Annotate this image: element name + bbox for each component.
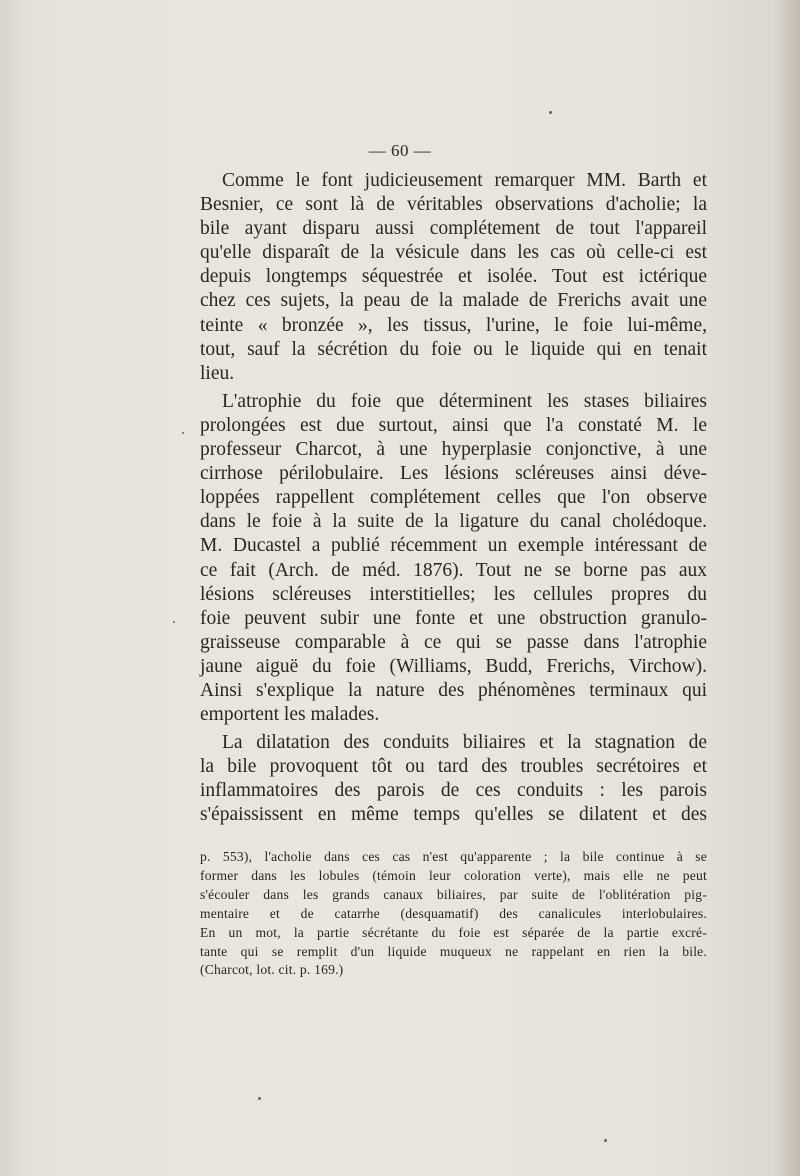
footnote-line: tante qui se remplit d'un liquide muqueux ne rappelant en rien la bile. bbox=[200, 943, 707, 959]
page-number: — 60 — bbox=[368, 141, 432, 160]
paragraph-1 bbox=[200, 169, 707, 386]
text-line: bile ayant disparu aussi complétement de tout l'appareil bbox=[200, 218, 707, 240]
body-text bbox=[200, 169, 707, 832]
paper-speck bbox=[182, 432, 184, 434]
text-line: Ainsi s'explique la nature des phénomènes terminaux qui bbox=[200, 679, 707, 701]
paragraph-3 bbox=[200, 731, 707, 827]
paper-speck bbox=[173, 621, 175, 623]
page-edge-shadow bbox=[774, 0, 800, 1176]
text-line: cirrhose périlobulaire. Les lésions scléreuses ainsi déve- bbox=[200, 463, 707, 485]
footnote bbox=[200, 848, 707, 980]
text-line: lésions scléreuses interstitielles; les cellules propres du bbox=[200, 583, 707, 605]
text-line: emportent les malades. bbox=[200, 704, 380, 726]
text-line: inflammatoires des parois de ces conduits : les parois bbox=[200, 780, 707, 802]
text-line: la bile provoquent tôt ou tard des troubles secrétoires et bbox=[200, 756, 707, 778]
text-line: La dilatation des conduits biliaires et la stagnation de bbox=[222, 732, 707, 754]
text-line: ce fait (Arch. de méd. 1876). Tout ne se borne pas aux bbox=[200, 559, 707, 581]
text-line: qu'elle disparaît de la vésicule dans les cas où celle-ci est bbox=[200, 242, 707, 264]
text-line: Comme le font judicieusement remarquer MM. Barth et bbox=[222, 170, 707, 191]
text-line: Besnier, ce sont là de véritables observations d'acholie; la bbox=[200, 194, 707, 216]
text-line: foie peuvent subir une fonte et une obstruction granulo- bbox=[200, 607, 707, 629]
text-line: dans le foie à la suite de la ligature du canal cholédoque. bbox=[200, 511, 707, 533]
text-line: prolongées est due surtout, ainsi que l'a constaté M. le bbox=[200, 414, 707, 436]
footnote-line: mentaire et de catarrhe (desquamatif) des canalicules interlobulaires. bbox=[200, 905, 707, 921]
paper-speck bbox=[549, 111, 552, 114]
text-line: teinte « bronzée », les tissus, l'urine, le foie lui-même, bbox=[200, 314, 707, 336]
footnote-line: former dans les lobules (témoin leur coloration verte), mais elle ne peut bbox=[200, 867, 707, 883]
text-line: M. Ducastel a publié récemment un exemple intéressant de bbox=[200, 535, 707, 557]
footnote-line: En un mot, la partie sécrétante du foie est séparée de la partie excré- bbox=[200, 924, 707, 940]
text-line: L'atrophie du foie que déterminent les stases biliaires bbox=[222, 390, 707, 412]
text-line: graisseuse comparable à ce qui se passe dans l'atrophie bbox=[200, 631, 707, 653]
text-line: chez ces sujets, la peau de la malade de Frerichs avait une bbox=[200, 290, 707, 312]
text-line: tout, sauf la sécrétion du foie ou le liquide qui en tenait bbox=[200, 338, 707, 360]
text-line: s'épaississent en même temps qu'elles se dilatent et des bbox=[200, 804, 707, 826]
footnote-line: p. 553), l'acholie dans ces cas n'est qu'apparente ; la bile continue à se bbox=[200, 849, 707, 864]
text-line: loppées rappellent complétement celles que l'on observe bbox=[200, 487, 707, 509]
text-line: depuis longtemps séquestrée et isolée. Tout est ictérique bbox=[200, 266, 707, 288]
text-line: professeur Charcot, à une hyperplasie conjonctive, à une bbox=[200, 439, 707, 461]
paper-speck bbox=[258, 1097, 261, 1100]
paper-speck bbox=[604, 1139, 607, 1142]
paragraph-2 bbox=[200, 390, 707, 727]
footnote-line: (Charcot, lot. cit. p. 169.) bbox=[200, 962, 344, 978]
footnote-line: s'écouler dans les grands canaux biliaires, par suite de l'oblitération pig- bbox=[200, 886, 707, 902]
text-line: lieu. bbox=[200, 362, 235, 384]
text-line: jaune aiguë du foie (Williams, Budd, Frerichs, Virchow). bbox=[200, 655, 707, 677]
